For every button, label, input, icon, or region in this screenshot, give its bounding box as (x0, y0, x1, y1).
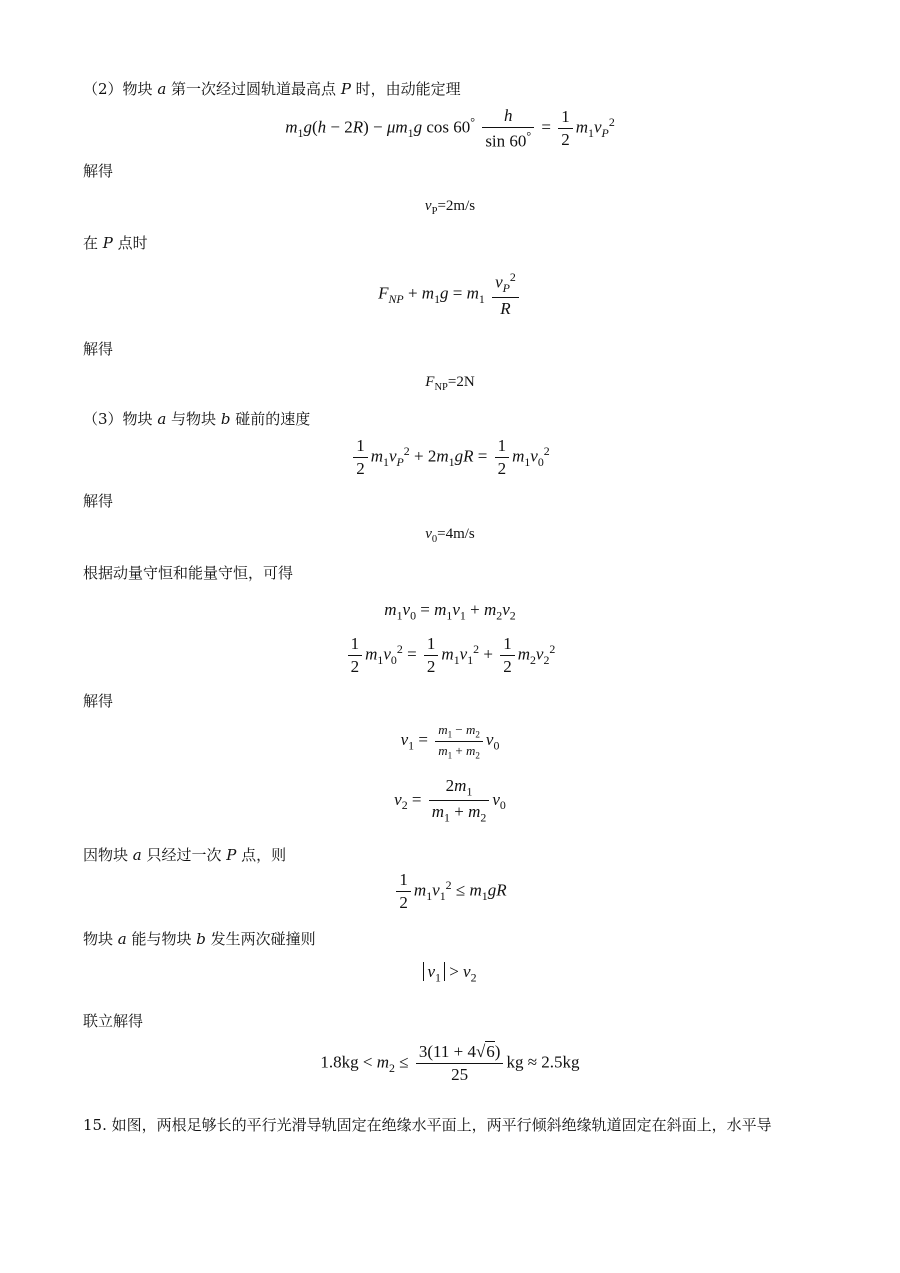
question-15: 15. 如图，两根足够长的平行光滑导轨固定在绝缘水平面上，两平行倾斜绝缘轨道固定在斜面上，水平导 (83, 1116, 772, 1134)
two-collisions: 物块 a 能与物块 b 发生两次碰撞则 (83, 930, 316, 948)
equation-v2: $v_2$ = $\frac{2m_1}{m_1 + m_2}$ $v_0$ (394, 776, 506, 825)
combine-solve: 联立解得 (83, 1012, 144, 1030)
conservation-intro: 根据动量守恒和能量守恒，可得 (83, 564, 294, 582)
result-vp: $v_P=2m/s$ (424, 198, 476, 217)
part2-intro: （2）物块 a 第一次经过圆轨道最高点 P 时，由动能定理 (83, 80, 461, 98)
solve-label-4: 解得 (83, 692, 114, 710)
solve-label-2: 解得 (83, 340, 114, 358)
equation-normal-force: $F_{NP} + m_1g = m_1$ $\frac{v_P^2}{R}$ (0, 270, 900, 319)
equation-condition-once: $\frac{1}{2}$ $m_1v_1^2 \le m_1gR$ (0, 870, 900, 913)
solve-label-1: 解得 (83, 162, 114, 180)
equation-condition-twice: $v_1 > v_2$ (0, 962, 900, 985)
at-point-p: 在 P 点时 (83, 234, 148, 252)
result-fnp: $F_{NP}=2N$ (425, 374, 475, 393)
equation-v1: $v_1$ = $\frac{m_1 - m_2}{m_1 + m_2}$ $v_0$ (400, 722, 500, 761)
part3-intro: （3）物块 a 与物块 b 碰前的速度 (83, 410, 311, 428)
equation-energy: $\frac{1}{2}$ $m_1v_0^2$ = $\frac{1}{2}$ $m_1v_1^2$ + $\frac{1}{2}$ $m_2v_2^2$ (0, 634, 900, 677)
equation-velocity-before: $\frac{1}{2}$ $m_1v_P^2 + 2m_1gR$ = $\frac{1}{2}$ $m_1v_0^2$ (0, 436, 900, 479)
result-v0: $v_0=4m/s$ (425, 526, 475, 545)
solve-label-3: 解得 (83, 492, 114, 510)
equation-final-range: $1.8kg < m_2$ ≤ $\frac{3(11 + 4√6)}{25}$ kg ≈ 2.5kg (320, 1042, 580, 1084)
equation-momentum: $m_1v_0 = m_1v_1 + m_2v_2$ (384, 600, 516, 623)
equation-work-energy: $m_1g(h - 2R) - \mu m_1g$ cos 60° $\frac{h}{\sin 60^\circ}$ = $\frac{1}{2}$ $m_1v_P^2$ (285, 106, 615, 151)
once-through-p: 因物块 a 只经过一次 P 点，则 (83, 846, 287, 864)
